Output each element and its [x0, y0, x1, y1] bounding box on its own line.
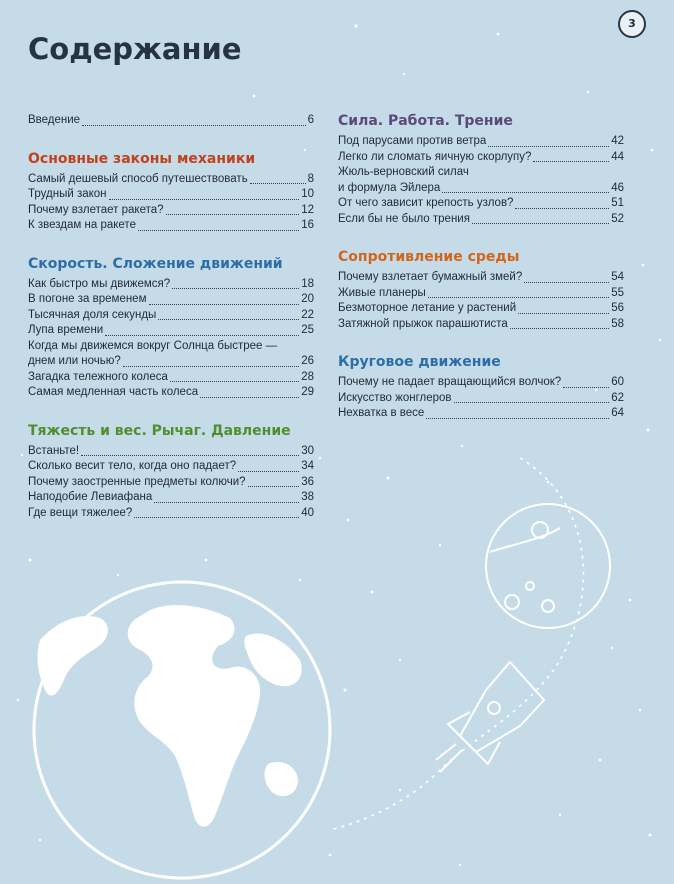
toc-entry[interactable]	[338, 286, 624, 302]
toc-entry-page: 34	[301, 460, 314, 472]
toc-entry-label: В погоне за временем	[28, 293, 147, 305]
dot-leader	[510, 328, 609, 329]
toc-entry-label: Искусство жонглеров	[338, 391, 452, 404]
toc-entry[interactable]	[338, 196, 624, 212]
toc-entry[interactable]	[28, 339, 314, 370]
moon	[486, 504, 610, 628]
toc-entry-page: 8	[307, 172, 314, 185]
toc-entry[interactable]	[28, 187, 314, 203]
toc-entry-page: 55	[611, 286, 624, 299]
section-heading: Основные законы механики	[28, 150, 256, 167]
toc-entry-label: Почему заостренные предметы колючи?	[28, 475, 246, 488]
section-heading: Тяжесть и вес. Рычаг. Давление	[28, 422, 291, 439]
dot-leader	[158, 319, 299, 320]
toc-entry[interactable]	[338, 150, 624, 166]
toc-entry[interactable]	[338, 406, 624, 422]
toc-entry-label: Жюль-верновский силач	[338, 166, 469, 178]
toc-entry-page: 46	[611, 181, 624, 194]
toc-entry[interactable]	[28, 203, 314, 219]
toc-entry-page: 6	[307, 114, 314, 126]
toc-entry-page: 18	[301, 277, 314, 290]
toc-entry[interactable]	[28, 444, 314, 460]
toc-entry-label: Наподобие Левиафана	[28, 491, 153, 503]
dot-leader	[524, 282, 609, 283]
dot-leader	[472, 223, 609, 224]
toc-entry-label: Нехватка в весе	[338, 407, 425, 419]
section-heading: Круговое движение	[338, 354, 501, 370]
section-heading: Сила. Работа. Трение	[338, 113, 513, 129]
toc-entry-label-continued: и формула Эйлера	[338, 181, 441, 194]
toc-entry-page: 56	[611, 302, 624, 314]
toc-entry-label: Встаньте!	[28, 444, 80, 457]
dot-leader	[518, 313, 609, 314]
dot-leader	[248, 486, 300, 487]
toc-entry-page: 60	[611, 376, 624, 388]
dot-leader	[250, 183, 306, 184]
toc-entry-page: 12	[301, 203, 314, 216]
dot-leader	[515, 208, 609, 209]
toc-entry-page: 30	[301, 444, 314, 457]
section-heading: Скорость. Сложение движений	[28, 255, 283, 272]
dot-leader	[154, 502, 299, 503]
toc-entry-label: Под парусами против ветра	[338, 135, 487, 147]
toc-entry-page: 64	[611, 407, 624, 419]
toc-section-force	[338, 113, 624, 227]
toc-entry[interactable]	[28, 277, 314, 293]
toc-entry-label: Трудный закон	[28, 188, 107, 200]
toc-entry-page: 26	[301, 355, 314, 367]
toc-entry[interactable]	[28, 308, 314, 324]
toc-section-mechanics	[28, 151, 314, 234]
toc-entry[interactable]	[28, 370, 314, 386]
toc-entry-page: 52	[611, 212, 624, 225]
toc-entry-page: 58	[611, 317, 624, 330]
dot-leader	[123, 366, 299, 367]
toc-entry-page: 25	[301, 324, 314, 336]
dot-leader	[170, 381, 299, 382]
toc-entry-label: Безмоторное летание у растений	[338, 302, 517, 314]
toc-entry-label: Загадка тележного колеса	[28, 370, 168, 383]
dot-leader	[134, 517, 299, 518]
toc-entry-label: К звездам на ракете	[28, 219, 136, 231]
toc-entry[interactable]	[28, 292, 314, 308]
toc-entry-page: 36	[301, 475, 314, 488]
toc-entry[interactable]	[28, 218, 314, 234]
toc-entry-page: 10	[301, 188, 314, 200]
toc-entry-page: 28	[301, 370, 314, 383]
dot-leader	[488, 146, 609, 147]
dot-leader	[81, 455, 299, 456]
toc-entry-label: От чего зависит крепость узлов?	[338, 197, 514, 209]
toc-entry-page: 44	[611, 150, 624, 163]
toc-entry-label: Почему не падает вращающийся волчок?	[338, 376, 562, 388]
toc-entry-page: 38	[301, 491, 314, 503]
toc-section-circular-motion	[338, 354, 624, 422]
toc-entry-label: Сколько весит тело, когда оно падает?	[28, 460, 237, 472]
toc-entry-label-continued: днем или ночью?	[28, 355, 121, 367]
page-number-badge: 3	[618, 10, 646, 38]
rocket-trail	[330, 458, 583, 830]
toc-entry-label: Как быстро мы движемся?	[28, 277, 171, 290]
toc-entry[interactable]	[338, 134, 624, 150]
toc-entry-page: 20	[301, 293, 314, 305]
dot-leader	[105, 335, 299, 336]
toc-entry[interactable]	[28, 506, 314, 522]
toc-entry[interactable]	[338, 391, 624, 407]
toc-entry-label: Затяжной прыжок парашютиста	[338, 317, 508, 330]
dot-leader	[138, 230, 299, 231]
dot-leader	[109, 199, 300, 200]
toc-entry[interactable]	[338, 270, 624, 286]
toc-section-velocity	[28, 256, 314, 401]
dot-leader	[172, 288, 299, 289]
toc-entry-page: 40	[301, 506, 314, 519]
toc-entry-page: 22	[301, 308, 314, 321]
toc-entry[interactable]	[28, 475, 314, 491]
toc-entry[interactable]	[338, 212, 624, 228]
toc-entry-label: Самая медленная часть колеса	[28, 386, 199, 398]
dot-leader	[426, 418, 609, 419]
toc-entry-page: 29	[301, 386, 314, 398]
toc-entry[interactable]	[28, 172, 314, 188]
dot-leader	[428, 297, 609, 298]
toc-entry-introduction[interactable]	[28, 113, 314, 129]
toc-entry[interactable]	[28, 490, 314, 506]
page-title: Содержание	[28, 32, 242, 66]
toc-entry[interactable]	[338, 375, 624, 391]
toc-left-column	[28, 113, 314, 543]
toc-entry[interactable]	[338, 301, 624, 317]
toc-entry-page: 42	[611, 135, 624, 147]
toc-entry-label: Лупа времени	[28, 324, 104, 336]
toc-entry-label: Живые планеры	[338, 286, 426, 299]
toc-entry[interactable]	[338, 317, 624, 333]
toc-entry-page: 54	[611, 271, 624, 283]
rocket	[436, 662, 544, 772]
dot-leader	[166, 214, 300, 215]
section-heading: Сопротивление среды	[338, 249, 520, 265]
toc-entry-page: 16	[301, 219, 314, 231]
dot-leader	[563, 387, 609, 388]
toc-entry[interactable]	[28, 459, 314, 475]
dot-leader	[454, 402, 610, 403]
toc-section-gravity	[28, 423, 314, 522]
dot-leader	[149, 304, 300, 305]
toc-entry[interactable]	[28, 323, 314, 339]
dot-leader	[238, 471, 299, 472]
toc-entry[interactable]	[338, 165, 624, 196]
toc-entry-label: Если бы не было трения	[338, 212, 470, 225]
toc-entry-label: Самый дешевый способ путешествовать	[28, 172, 248, 185]
toc-entry-page: 62	[611, 391, 624, 404]
dot-leader	[200, 397, 299, 398]
toc-entry-label: Легко ли сломать яичную скорлупу?	[338, 150, 532, 163]
toc-entry-label: Почему взлетает ракета?	[28, 203, 164, 216]
toc-entry-label: Почему взлетает бумажный змей?	[338, 271, 523, 283]
toc-entry-label: Введение	[28, 114, 81, 126]
toc-right-column	[338, 113, 624, 444]
toc-entry-label: Тысячная доля секунды	[28, 308, 157, 321]
globe	[34, 582, 330, 878]
toc-entry[interactable]	[28, 385, 314, 401]
dot-leader	[442, 192, 609, 193]
toc-entry-label: Когда мы движемся вокруг Солнца быстрее —	[28, 339, 278, 352]
dot-leader	[82, 125, 306, 126]
toc-entry-page: 51	[611, 197, 624, 209]
dot-leader	[533, 161, 609, 162]
toc-section-drag	[338, 249, 624, 332]
toc-entry-label: Где вещи тяжелее?	[28, 506, 133, 519]
